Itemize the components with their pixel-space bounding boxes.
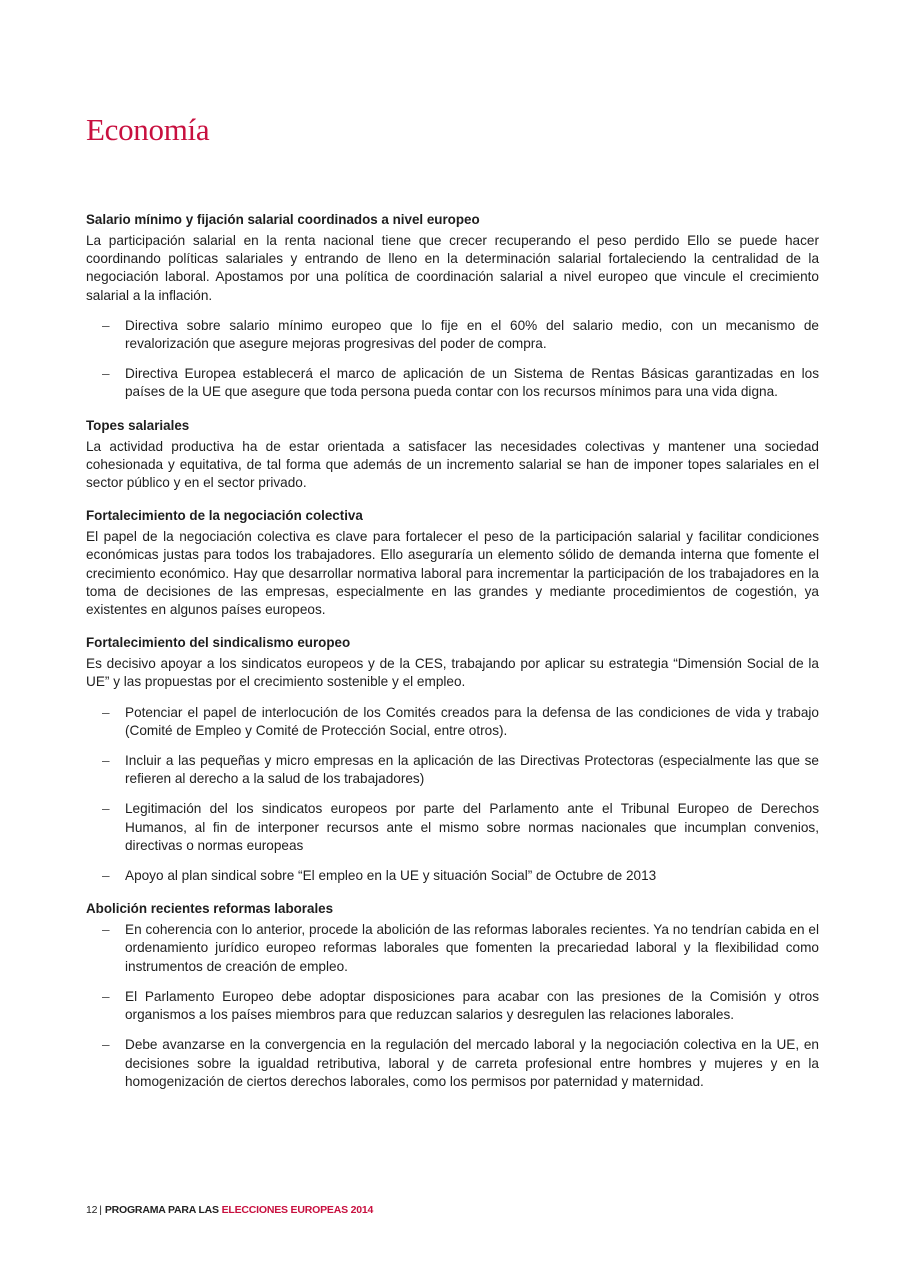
dash-bullet-icon: – [102, 988, 110, 1004]
dash-bullet-icon: – [102, 801, 110, 817]
section-heading: Fortalecimiento de la negociación colectiva [86, 508, 363, 524]
dash-bullet-icon: – [102, 366, 110, 382]
page-number: 12 [86, 1204, 98, 1216]
section-salario-minimo [86, 211, 819, 402]
footer-separator: | [99, 1204, 102, 1216]
list-item-text: Directiva sobre salario mínimo europeo que lo fije en el 60% del salario medio, con un mecanismo de revalorización que asegure mejoras progresivas del poder de compra. [125, 317, 819, 352]
list-item [86, 988, 819, 1024]
dash-bullet-icon: – [102, 922, 110, 938]
dash-bullet-icon: – [102, 317, 110, 333]
list-item [86, 752, 819, 788]
section-heading: Salario mínimo y fijación salarial coordinados a nivel europeo [86, 212, 480, 227]
list-item [86, 365, 819, 401]
list-item-text: Apoyo al plan sindical sobre “El empleo en la UE y situación Social” de Octubre de 2013 [125, 868, 657, 884]
list-item-text: Directiva Europea establecerá el marco de aplicación de un Sistema de Rentas Básicas garantizadas en los países de la UE que asegure que toda persona pueda contar con los recursos mínimos para una vida digna. [125, 366, 819, 400]
dash-bullet-icon: – [102, 868, 110, 884]
bullet-list [86, 317, 819, 402]
list-item [86, 800, 819, 855]
list-item-text: El Parlamento Europeo debe adoptar disposiciones para acabar con las presiones de la Comisión y otros organismos a los países miembros para que reduzcan salarios y desregulen las relaciones laborales. [125, 988, 819, 1023]
list-item [86, 704, 819, 740]
dash-bullet-icon: – [102, 704, 110, 720]
list-item-text: Legitimación del los sindicatos europeos por parte del Parlamento ante el Tribunal Europeo de Derechos Humanos, al fin de interponer recursos ante el mismo sobre normas nacionales que incumplan convenios, directivas o normas europeas [125, 801, 819, 853]
section-negociacion-colectiva [86, 507, 819, 619]
section-sindicalismo-europeo [86, 634, 819, 885]
section-topes-salariales [86, 417, 819, 493]
list-item-text: En coherencia con lo anterior, procede la abolición de las reformas laborales recientes. Ya no tendrían cabida en el ordenamiento jurídico europeo reformas laborales que fomenten la precariedad laboral y la flexibilidad como instrumentos de creación de empleo. [125, 922, 819, 974]
section-abolicion-reformas [86, 900, 819, 1091]
list-item [86, 867, 819, 885]
dash-bullet-icon: – [102, 1037, 110, 1053]
section-heading: Topes salariales [86, 417, 190, 433]
section-heading: Abolición recientes reformas laborales [86, 901, 334, 917]
page-title: Economía [86, 112, 210, 147]
list-item-text: Potenciar el papel de interlocución de los Comités creados para la defensa de las condiciones de vida y trabajo (Comité de Empleo y Comité de Protección Social, entre otros). [125, 704, 819, 738]
section-paragraph: El papel de la negociación colectiva es clave para fortalecer el peso de la participación salarial y facilitar condiciones económicas justas para todos los trabajadores. Ello aseguraría un elemento sólido de demanda interna que fomente el crecimiento económico. Hay que desarrollar normativa laboral para incrementar la participación de los trabajadores en la toma de decisiones de las empresas, especialmente en las grandes y mediante procedimientos de cogestión, ya existentes en algunos países europeos. [86, 529, 819, 618]
page-footer [86, 1204, 373, 1216]
list-item-text: Debe avanzarse en la convergencia en la regulación del mercado laboral y la negociación colectiva en la UE, en decisiones sobre la igualdad retributiva, laboral y de carreta profesional entre hombres y mujeres y en la homogenización de ciertos derechos laborales, como los permisos por paternidad y maternidad. [125, 1037, 819, 1089]
bullet-list [86, 921, 819, 1091]
section-heading: Fortalecimiento del sindicalismo europeo [86, 635, 351, 651]
dash-bullet-icon: – [102, 753, 110, 769]
list-item [86, 921, 819, 976]
list-item [86, 317, 819, 353]
section-paragraph: La participación salarial en la renta nacional tiene que crecer recuperando el peso perdido Ello se puede hacer coordinando políticas salariales y entrando de lleno en la determinación salarial fortaleciendo la centralidad de la negociación laboral. Apostamos por una política de coordinación salarial a nivel europeo que vincule el crecimiento salarial a la inflación. [86, 233, 819, 303]
footer-election-label: ELECCIONES EUROPEAS 2014 [221, 1204, 374, 1216]
section-paragraph: La actividad productiva ha de estar orientada a satisfacer las necesidades colectivas y mantener una sociedad cohesionada y equitativa, de tal forma que además de un incremento salarial se han de imponer topes salariales en el sector público y en el sector privado. [86, 438, 819, 491]
list-item-text: Incluir a las pequeñas y micro empresas en la aplicación de las Directivas Protectoras (especialmente las que se refieren al derecho a la salud de los trabajadores) [125, 753, 819, 787]
list-item [86, 1036, 819, 1091]
bullet-list [86, 704, 819, 886]
footer-program-label: PROGRAMA PARA LAS [104, 1204, 219, 1216]
section-paragraph: Es decisivo apoyar a los sindicatos europeos y de la CES, trabajando por aplicar su estrategia “Dimensión Social de la UE” y las propuestas por el crecimiento sostenible y el empleo. [86, 656, 819, 690]
document-body [86, 211, 819, 1106]
